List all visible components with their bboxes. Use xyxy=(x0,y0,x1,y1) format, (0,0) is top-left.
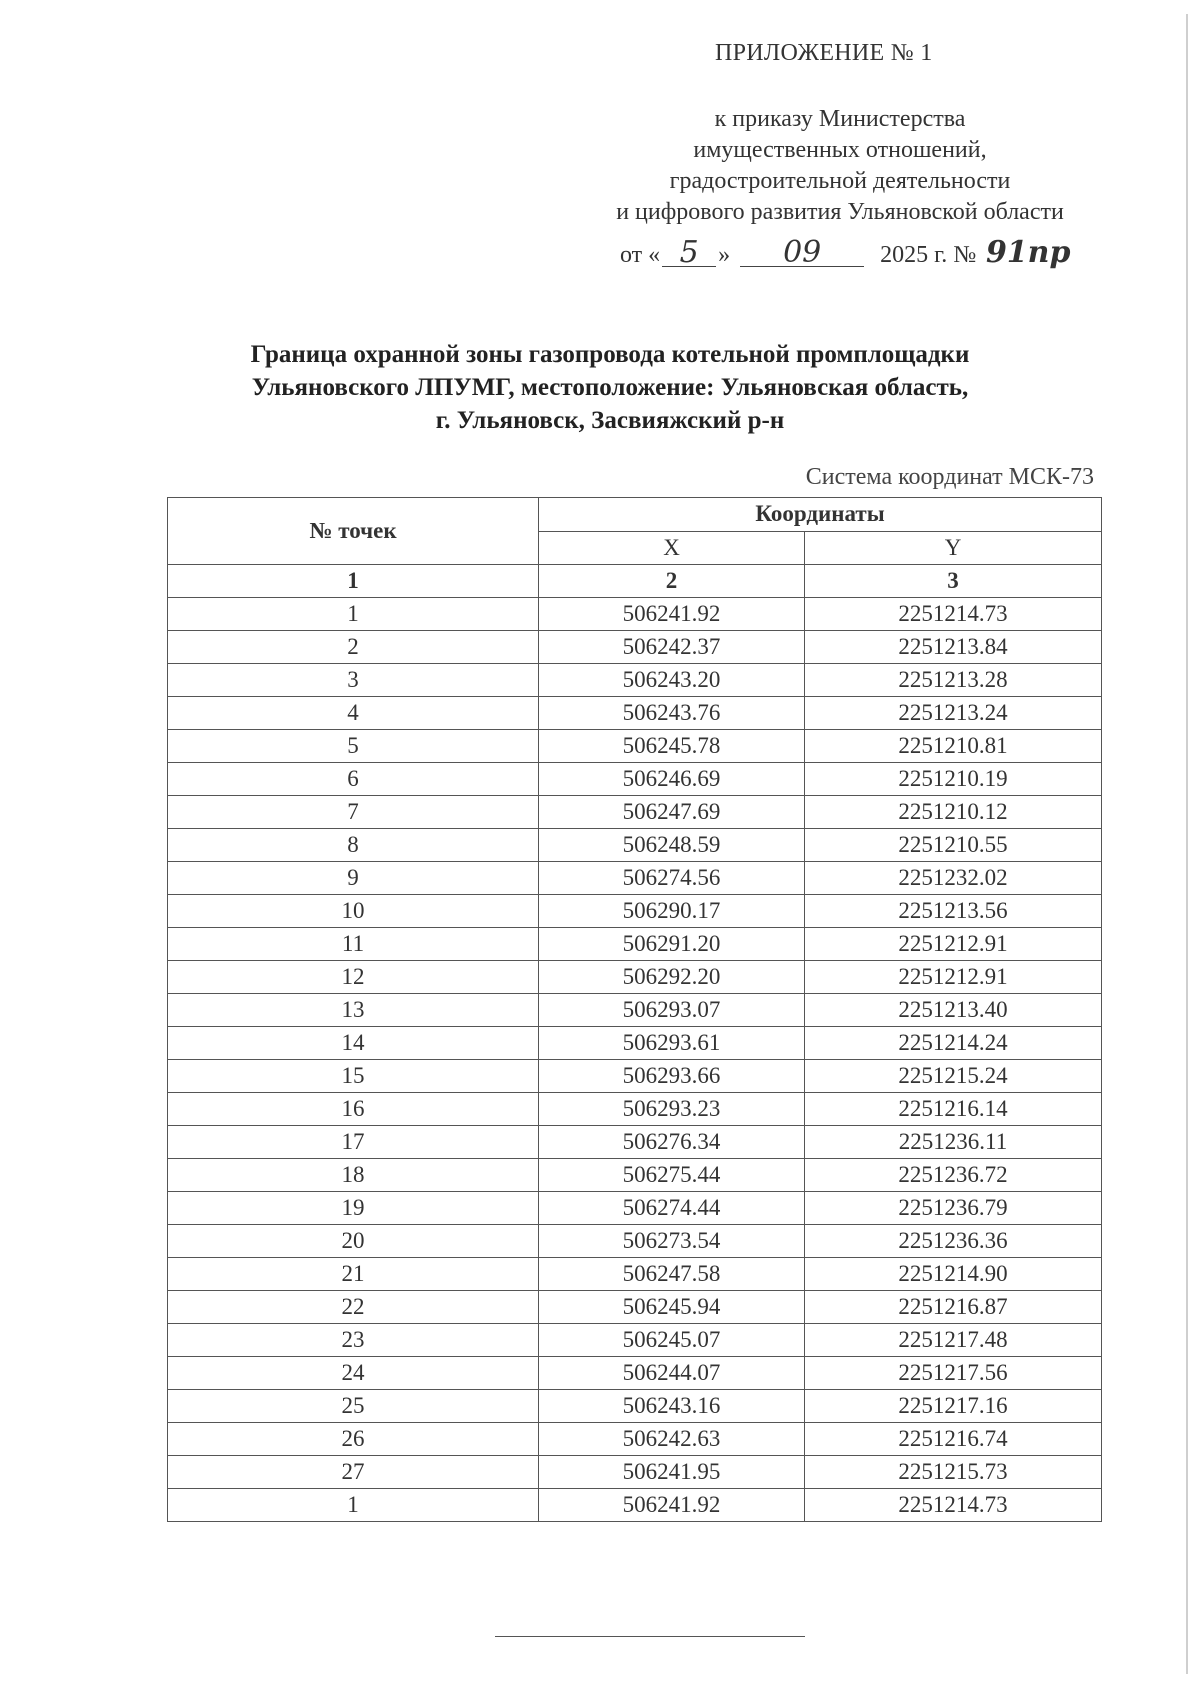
x-coordinate-cell: 506242.37 xyxy=(539,631,805,664)
x-coordinate-cell: 506275.44 xyxy=(539,1159,805,1192)
y-coordinate-cell: 2251214.24 xyxy=(805,1027,1102,1060)
x-coordinate-cell: 506290.17 xyxy=(539,895,805,928)
column-number-row xyxy=(168,565,1102,598)
point-number-cell: 19 xyxy=(168,1192,539,1225)
x-coordinate-cell: 506293.66 xyxy=(539,1060,805,1093)
point-number-cell: 16 xyxy=(168,1093,539,1126)
table-row xyxy=(168,763,1102,796)
y-coordinate-cell: 2251236.72 xyxy=(805,1159,1102,1192)
table-row xyxy=(168,697,1102,730)
point-number-cell: 11 xyxy=(168,928,539,961)
y-coordinate-cell: 2251213.28 xyxy=(805,664,1102,697)
y-coordinate-cell: 2251217.56 xyxy=(805,1357,1102,1390)
y-coordinate-cell: 2251236.79 xyxy=(805,1192,1102,1225)
y-coordinate-cell: 2251212.91 xyxy=(805,961,1102,994)
table-row xyxy=(168,1225,1102,1258)
y-coordinate-cell: 2251210.12 xyxy=(805,796,1102,829)
point-number-cell: 18 xyxy=(168,1159,539,1192)
x-coordinate-cell: 506248.59 xyxy=(539,829,805,862)
table-row xyxy=(168,994,1102,1027)
column-number-2: 2 xyxy=(539,565,805,598)
point-number-cell: 24 xyxy=(168,1357,539,1390)
order-month-handwritten: 09 xyxy=(740,240,864,267)
document-title xyxy=(160,338,1060,437)
point-number-cell: 8 xyxy=(168,829,539,862)
point-number-cell: 14 xyxy=(168,1027,539,1060)
table-row xyxy=(168,928,1102,961)
table-row xyxy=(168,829,1102,862)
point-number-cell: 23 xyxy=(168,1324,539,1357)
table-row xyxy=(168,598,1102,631)
y-coordinate-cell: 2251217.16 xyxy=(805,1390,1102,1423)
header-points: № точек xyxy=(168,498,539,565)
table-row xyxy=(168,1159,1102,1192)
y-coordinate-cell: 2251236.36 xyxy=(805,1225,1102,1258)
y-coordinate-cell: 2251210.19 xyxy=(805,763,1102,796)
x-coordinate-cell: 506291.20 xyxy=(539,928,805,961)
y-coordinate-cell: 2251210.55 xyxy=(805,829,1102,862)
x-coordinate-cell: 506245.94 xyxy=(539,1291,805,1324)
x-coordinate-cell: 506242.63 xyxy=(539,1423,805,1456)
order-from-label: от « xyxy=(620,242,661,268)
point-number-cell: 5 xyxy=(168,730,539,763)
y-coordinate-cell: 2251214.90 xyxy=(805,1258,1102,1291)
y-coordinate-cell: 2251213.84 xyxy=(805,631,1102,664)
point-number-cell: 15 xyxy=(168,1060,539,1093)
y-coordinate-cell: 2251236.11 xyxy=(805,1126,1102,1159)
y-coordinate-cell: 2251213.40 xyxy=(805,994,1102,1027)
y-coordinate-cell: 2251216.74 xyxy=(805,1423,1102,1456)
coordinates-table xyxy=(167,497,1102,1522)
point-number-cell: 13 xyxy=(168,994,539,1027)
order-line-1: к приказу Министерства xyxy=(714,106,966,132)
table-row xyxy=(168,961,1102,994)
header-y: Y xyxy=(805,531,1102,565)
x-coordinate-cell: 506292.20 xyxy=(539,961,805,994)
scan-edge xyxy=(1186,14,1188,1674)
appendix-heading: ПРИЛОЖЕНИЕ № 1 xyxy=(715,40,933,66)
point-number-cell: 4 xyxy=(168,697,539,730)
table-row xyxy=(168,1060,1102,1093)
x-coordinate-cell: 506241.92 xyxy=(539,598,805,631)
table-row xyxy=(168,664,1102,697)
table-row xyxy=(168,1423,1102,1456)
table-row xyxy=(168,631,1102,664)
y-coordinate-cell: 2251215.24 xyxy=(805,1060,1102,1093)
order-line-3: градостроительной деятельности xyxy=(669,168,1011,194)
order-year: 2025 г. xyxy=(880,242,948,268)
table-row xyxy=(168,1489,1102,1522)
table-row xyxy=(168,1357,1102,1390)
x-coordinate-cell: 506273.54 xyxy=(539,1225,805,1258)
title-line-1: Граница охранной зоны газопровода котельной промплощадки xyxy=(250,341,970,368)
column-number-3: 3 xyxy=(805,565,1102,598)
table-row xyxy=(168,1027,1102,1060)
table-row xyxy=(168,1390,1102,1423)
x-coordinate-cell: 506241.92 xyxy=(539,1489,805,1522)
order-number-handwritten: 91пр xyxy=(985,235,1071,270)
table-row xyxy=(168,862,1102,895)
table-row xyxy=(168,730,1102,763)
order-date-line xyxy=(620,235,1076,270)
table-row xyxy=(168,1192,1102,1225)
x-coordinate-cell: 506241.95 xyxy=(539,1456,805,1489)
coordinates-body xyxy=(168,598,1102,1522)
x-coordinate-cell: 506274.44 xyxy=(539,1192,805,1225)
y-coordinate-cell: 2251213.24 xyxy=(805,697,1102,730)
point-number-cell: 21 xyxy=(168,1258,539,1291)
x-coordinate-cell: 506247.69 xyxy=(539,796,805,829)
point-number-cell: 22 xyxy=(168,1291,539,1324)
order-line-4: и цифрового развития Ульяновской области xyxy=(616,199,1064,225)
y-coordinate-cell: 2251214.73 xyxy=(805,598,1102,631)
table-row xyxy=(168,1324,1102,1357)
x-coordinate-cell: 506274.56 xyxy=(539,862,805,895)
x-coordinate-cell: 506247.58 xyxy=(539,1258,805,1291)
y-coordinate-cell: 2251214.73 xyxy=(805,1489,1102,1522)
y-coordinate-cell: 2251212.91 xyxy=(805,928,1102,961)
coordinate-system-label: Система координат МСК-73 xyxy=(805,464,1094,490)
x-coordinate-cell: 506293.07 xyxy=(539,994,805,1027)
table-row xyxy=(168,1126,1102,1159)
point-number-cell: 12 xyxy=(168,961,539,994)
y-coordinate-cell: 2251217.48 xyxy=(805,1324,1102,1357)
point-number-cell: 6 xyxy=(168,763,539,796)
point-number-cell: 25 xyxy=(168,1390,539,1423)
header-coordinates: Координаты xyxy=(539,498,1102,532)
table-row xyxy=(168,1291,1102,1324)
y-coordinate-cell: 2251213.56 xyxy=(805,895,1102,928)
y-coordinate-cell: 2251215.73 xyxy=(805,1456,1102,1489)
x-coordinate-cell: 506243.16 xyxy=(539,1390,805,1423)
point-number-cell: 7 xyxy=(168,796,539,829)
x-coordinate-cell: 506245.07 xyxy=(539,1324,805,1357)
x-coordinate-cell: 506293.61 xyxy=(539,1027,805,1060)
point-number-cell: 27 xyxy=(168,1456,539,1489)
y-coordinate-cell: 2251216.87 xyxy=(805,1291,1102,1324)
x-coordinate-cell: 506243.76 xyxy=(539,697,805,730)
point-number-cell: 9 xyxy=(168,862,539,895)
table-row xyxy=(168,1456,1102,1489)
point-number-cell: 3 xyxy=(168,664,539,697)
point-number-cell: 2 xyxy=(168,631,539,664)
y-coordinate-cell: 2251210.81 xyxy=(805,730,1102,763)
point-number-cell: 1 xyxy=(168,598,539,631)
column-number-1: 1 xyxy=(168,565,539,598)
x-coordinate-cell: 506246.69 xyxy=(539,763,805,796)
point-number-cell: 1 xyxy=(168,1489,539,1522)
x-coordinate-cell: 506276.34 xyxy=(539,1126,805,1159)
order-line-2: имущественных отношений, xyxy=(693,137,987,163)
x-coordinate-cell: 506293.23 xyxy=(539,1093,805,1126)
x-coordinate-cell: 506244.07 xyxy=(539,1357,805,1390)
x-coordinate-cell: 506245.78 xyxy=(539,730,805,763)
title-line-3: г. Ульяновск, Засвияжский р-н xyxy=(435,407,785,434)
table-row xyxy=(168,796,1102,829)
bottom-separator xyxy=(495,1636,805,1637)
point-number-cell: 26 xyxy=(168,1423,539,1456)
point-number-cell: 20 xyxy=(168,1225,539,1258)
order-day-handwritten: 5 xyxy=(662,240,716,267)
header-x: X xyxy=(539,531,805,565)
table-row xyxy=(168,895,1102,928)
title-line-2: Ульяновского ЛПУМГ, местоположение: Ульяновская область, xyxy=(251,374,969,401)
point-number-cell: 10 xyxy=(168,895,539,928)
table-row xyxy=(168,1093,1102,1126)
order-reference xyxy=(440,104,1200,228)
point-number-cell: 17 xyxy=(168,1126,539,1159)
table-row xyxy=(168,1258,1102,1291)
order-number-label: № xyxy=(953,242,977,268)
y-coordinate-cell: 2251216.14 xyxy=(805,1093,1102,1126)
y-coordinate-cell: 2251232.02 xyxy=(805,862,1102,895)
quote-close: » xyxy=(718,242,731,268)
x-coordinate-cell: 506243.20 xyxy=(539,664,805,697)
